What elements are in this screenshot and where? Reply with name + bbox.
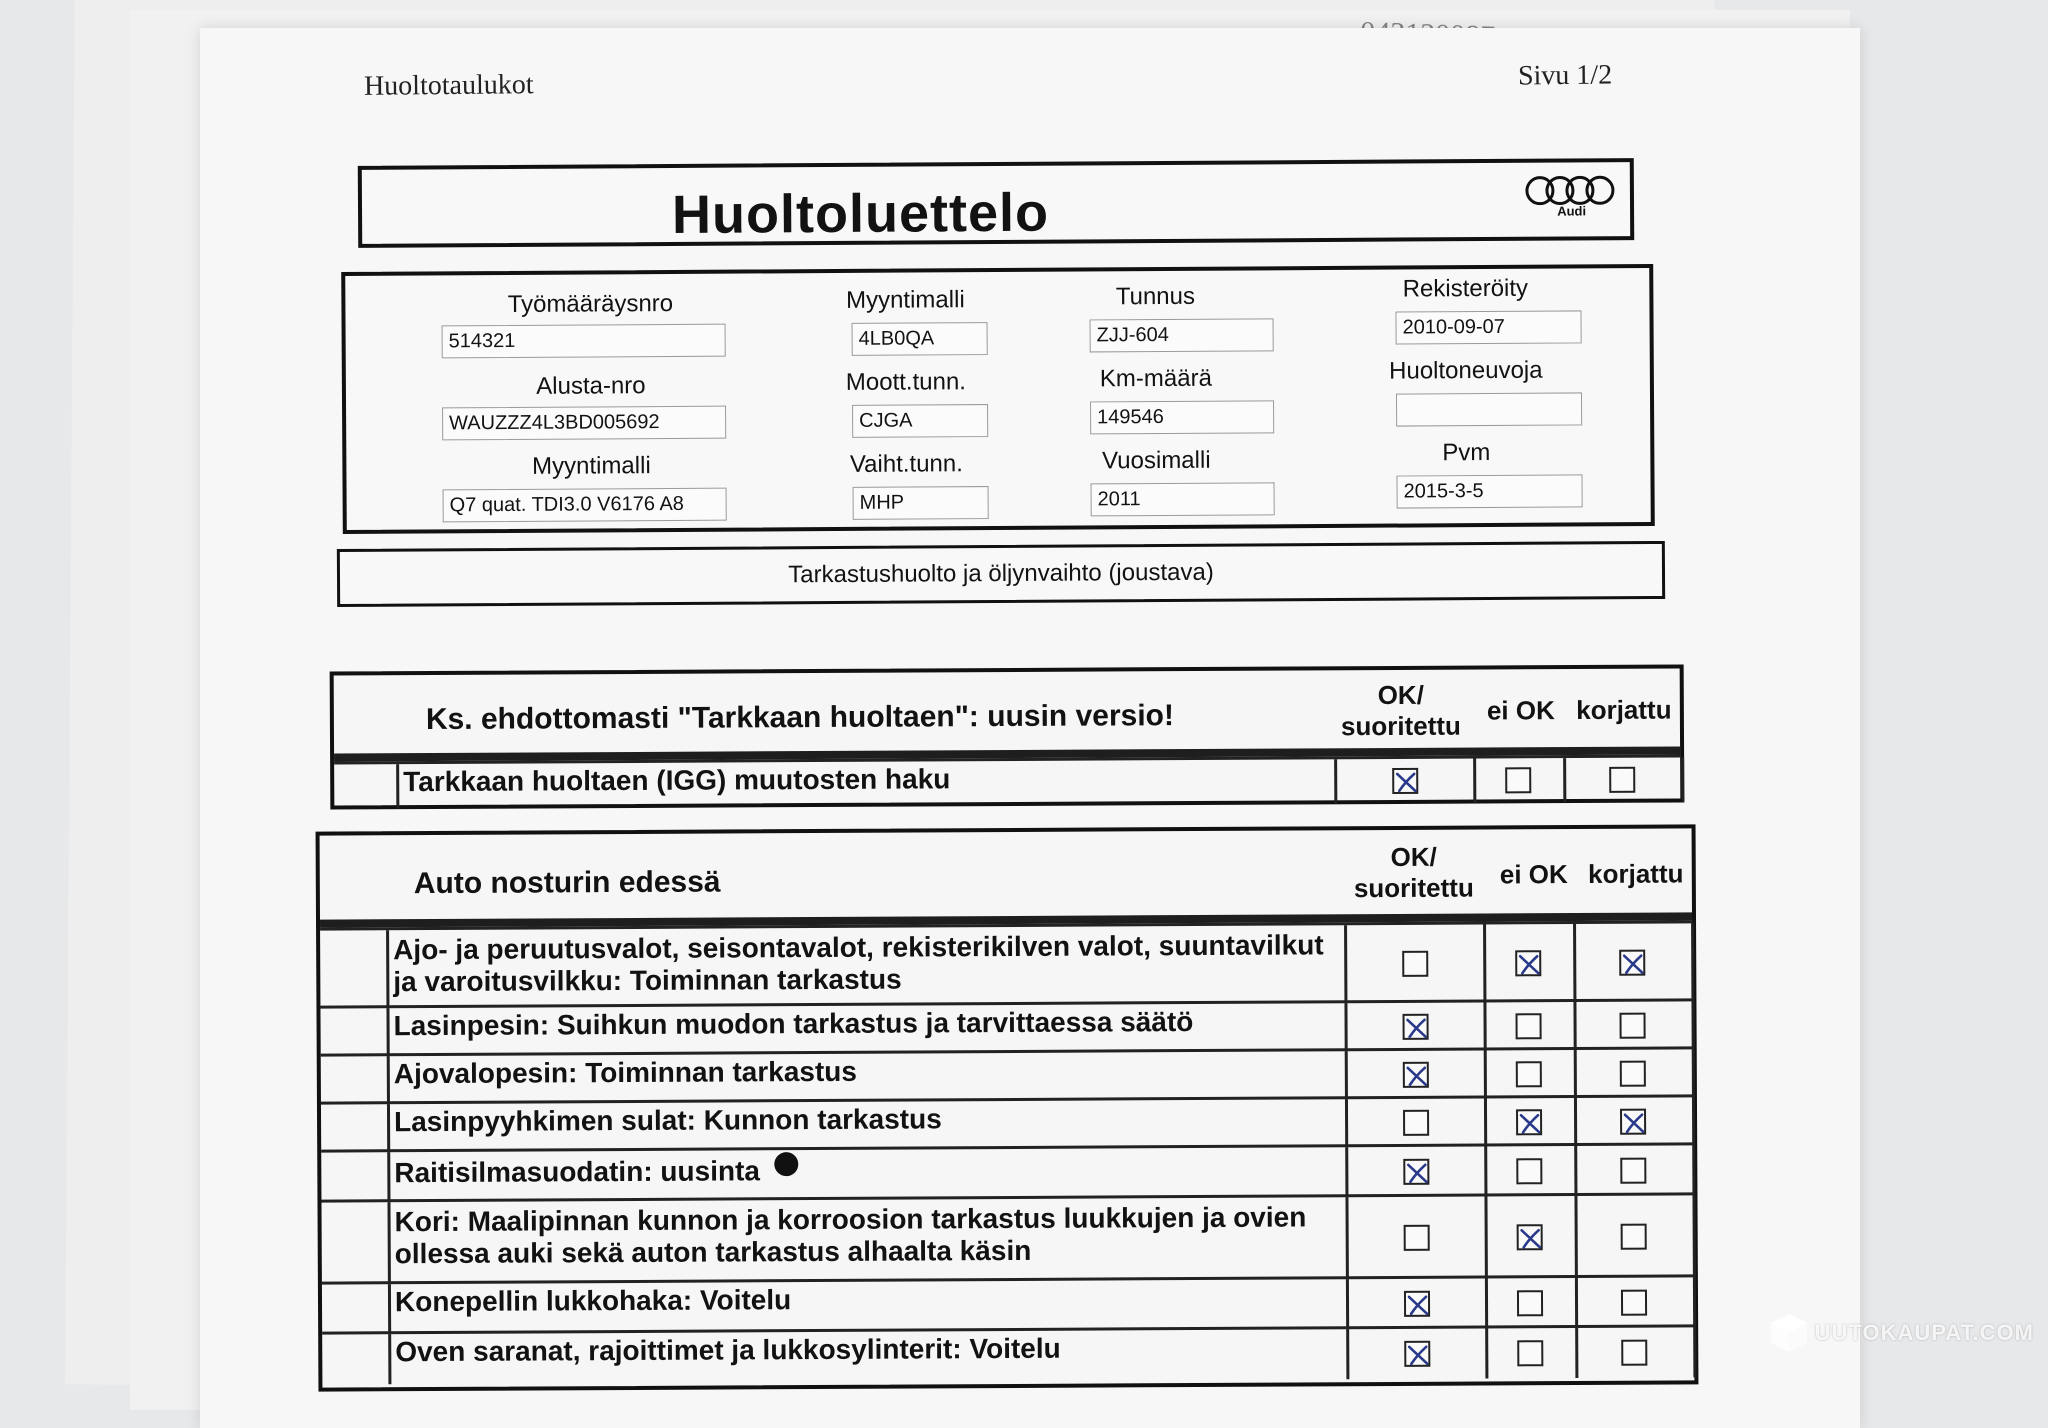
vehicle-info-box [341,264,1655,534]
ok-cell [1349,1328,1488,1379]
not-ok-checkbox[interactable] [1516,1109,1542,1135]
title-box [358,158,1634,248]
row-stub [320,1008,389,1056]
col-head-ok-line1: OK/ [1377,679,1424,711]
ok-checkbox[interactable] [1403,1062,1429,1088]
fixed-checkbox[interactable] [1620,1109,1646,1135]
service-advisor-label: Huoltoneuvoja [1389,356,1543,385]
ok-cell [1348,1050,1487,1099]
col-head-ok-line1: OK/ [1390,841,1437,872]
sales-model-code-value: 4LB0QA [852,322,988,356]
not-ok-checkbox[interactable] [1516,1061,1542,1087]
chassis-label: Alusta-nro [536,372,646,400]
fixed-checkbox[interactable] [1621,1290,1647,1316]
date-label: Pvm [1442,438,1491,467]
ok-cell [1349,1278,1488,1329]
date-value: 2015-3-5 [1396,474,1582,508]
not-ok-cell [1484,1098,1577,1146]
ok-checkbox[interactable] [1402,951,1428,977]
model-year-label: Vuosimalli [1102,446,1211,475]
ok-checkbox[interactable] [1404,1291,1430,1317]
checklist-row [322,1324,1694,1384]
row-stub [321,1152,390,1202]
checklist-row [320,920,1692,1008]
sales-model-label: Myyntimalli [531,452,651,480]
not-ok-checkbox[interactable] [1516,1013,1542,1039]
fixed-checkbox[interactable] [1620,1158,1646,1184]
row-label-text: Konepellin lukkohaka: Voitelu [394,1284,792,1318]
ok-checkbox[interactable] [1404,1225,1430,1251]
ok-checkbox[interactable] [1403,1110,1429,1136]
ok-cell [1348,1146,1487,1197]
cube-logo-icon [1767,1311,1811,1355]
row-label [391,1329,1349,1384]
model-year-value: 2011 [1091,482,1275,516]
watermark-text: UUTOKAUPAT.COM [1814,1320,2034,1345]
row-label-text: Lasinpesin: Suihkun muodon tarkastus ja tarvittaessa säätö [393,1006,1194,1042]
row-label-text: Tarkkaan huoltaen (IGG) muutosten haku [403,763,951,798]
col-head-fixed: korjattu [1588,858,1684,889]
col-head-ok-line2: suoritettu [1340,710,1461,742]
col-head-not-ok: ei OK [1486,695,1555,726]
fixed-cell [1574,1145,1695,1196]
not-ok-cell [1485,1328,1578,1378]
watermark [1767,1311,2034,1355]
fixed-cell [1574,1195,1695,1278]
fixed-checkbox[interactable] [1609,767,1635,793]
row-stub [321,1056,390,1104]
chassis-value: WAUZZZ4L3BD005692 [442,406,726,441]
fixed-cell [1573,1001,1694,1050]
ok-cell [1347,1002,1486,1051]
gearbox-code-label: Vaiht.tunn. [849,450,963,478]
fixed-checkbox[interactable] [1621,1224,1647,1250]
fixed-cell [1563,757,1684,802]
mileage-value: 149546 [1090,400,1274,434]
ok-checkbox[interactable] [1392,768,1418,794]
service-type-box: Tarkastushuolto ja öljynvaihto (joustava) [337,541,1665,607]
sales-model-value: Q7 quat. TDI3.0 V6176 A8 [443,488,727,523]
not-ok-cell [1484,1196,1577,1278]
gearbox-code-value: MHP [853,486,989,520]
ok-cell [1348,1196,1487,1279]
registered-label: Rekisteröity [1402,274,1529,303]
section-heading: Ks. ehdottomasti "Tarkkaan huoltaen": uusin versio! [425,699,1175,737]
fixed-checkbox[interactable] [1619,950,1645,976]
not-ok-checkbox[interactable] [1517,1340,1543,1366]
col-head-fixed: korjattu [1576,694,1672,726]
col-head-not-ok: ei OK [1499,859,1568,890]
checklist-section-front [316,824,1699,1391]
row-label [390,1197,1348,1284]
not-ok-cell [1485,1278,1578,1328]
checklist-row [321,1192,1693,1284]
row-label-text: Oven saranat, rajoittimet ja lukkosylinterit: Voitelu [395,1332,1061,1368]
registration-plate-label: Tunnus [1115,282,1196,311]
ok-checkbox[interactable] [1404,1341,1430,1367]
ok-checkbox[interactable] [1403,1159,1429,1185]
row-label [399,759,1337,808]
engine-code-label: Moott.tunn. [845,368,967,396]
fixed-cell [1573,923,1694,1002]
engine-code-value: CJGA [852,404,988,438]
row-label-text: Raitisilmasuodatin: uusinta [394,1155,761,1189]
not-ok-checkbox[interactable] [1516,1158,1542,1184]
fixed-checkbox[interactable] [1621,1340,1647,1366]
col-head-ok [1346,842,1482,905]
not-ok-cell [1484,1146,1577,1196]
service-advisor-value [1396,392,1582,426]
mileage-label: Km-määrä [1099,364,1212,393]
row-stub [334,764,399,808]
not-ok-cell [1473,758,1566,802]
ok-cell [1337,759,1476,804]
col-head-ok [1336,680,1466,743]
row-stub [321,1202,390,1284]
fixed-checkbox[interactable] [1620,1061,1646,1087]
row-stub [321,1104,390,1152]
fixed-cell [1574,1049,1695,1098]
ok-cell [1348,1098,1487,1147]
registration-plate-value: ZJJ-604 [1090,318,1274,352]
row-label-text: Ajo- ja peruutusvalot, seisontavalot, rekisterikilven valot, suuntavilkut ja varoitusvilkku: Toiminnan tarkastus [393,929,1324,998]
row-stub [322,1334,391,1384]
ok-cell [1347,924,1486,1003]
row-label-text: Kori: Maalipinnan kunnon ja korroosion tarkastus luukkujen ja ovien ollessa auki sekä auton tarkastus alhaalta käsin [394,1201,1307,1270]
header-left: Huoltotaulukot [363,69,534,102]
row-label-text: Lasinpyyhkimen sulat: Kunnon tarkastus [393,1103,942,1138]
section-heading: Auto nosturin edessä [413,865,721,901]
not-ok-cell [1483,1002,1576,1050]
work-order-value: 514321 [442,324,726,359]
checklist-section-important [330,664,1685,809]
checklist-row [334,754,1680,808]
fixed-cell [1574,1097,1695,1146]
fixed-checkbox[interactable] [1620,1013,1646,1039]
page-title: Huoltoluettelo [671,182,1050,245]
not-ok-cell [1483,924,1576,1002]
ok-checkbox[interactable] [1403,1014,1429,1040]
brand-label: Audi [1557,203,1587,219]
not-ok-checkbox[interactable] [1517,1290,1543,1316]
row-label-text: Ajovalopesin: Toiminnan tarkastus [393,1055,858,1090]
row-stub [320,930,389,1008]
row-stub [322,1284,391,1334]
not-ok-checkbox[interactable] [1515,950,1541,976]
work-order-label: Työmääräysnro [507,289,674,318]
row-label [389,925,1347,1008]
page-number: Sivu 1/2 [1517,59,1613,92]
registered-value: 2010-09-07 [1395,310,1581,344]
not-ok-checkbox[interactable] [1517,1224,1543,1250]
col-head-ok-line2: suoritettu [1353,872,1474,904]
filter-marker-icon [774,1152,798,1176]
fixed-cell [1575,1327,1696,1378]
not-ok-cell [1484,1050,1577,1098]
fixed-cell [1575,1277,1696,1328]
not-ok-checkbox[interactable] [1505,767,1531,793]
sales-model-code-label: Myyntimalli [845,286,965,314]
